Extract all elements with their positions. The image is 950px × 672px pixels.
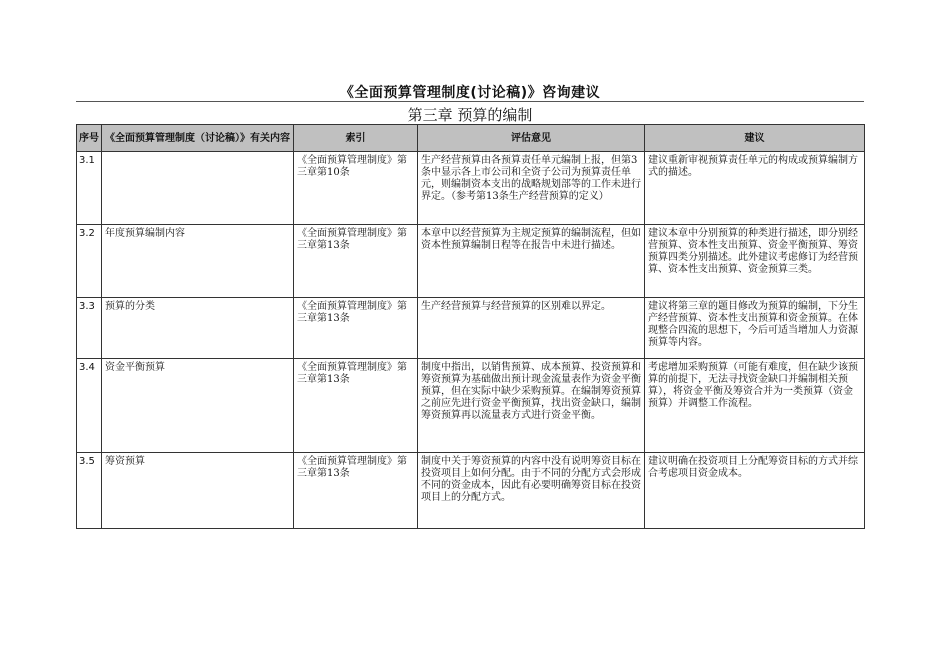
header-index: 索引 xyxy=(294,125,418,152)
table-row xyxy=(77,359,865,453)
row-suggestion: 建议明确在投资项目上分配筹资目标的方式并综合考虑项目资金成本。 xyxy=(645,453,865,529)
row-suggestion: 建议将第三章的题目修改为预算的编制，下分生产经营预算、资本性支出预算和资金预算。在体现整合四流的思想下，今后可适当增加人力资源预算等内容。 xyxy=(645,298,865,359)
row-suggestion: 建议本章中分别预算的种类进行描述，即分别经营预算、资本性支出预算、资金平衡预算、筹资预算四类分别描述。此外建议考虑修订为经营预算、资本性支出预算、资金预算三类。 xyxy=(645,225,865,298)
consulting-table xyxy=(76,124,865,529)
row-seq: 3.4 xyxy=(77,359,102,453)
row-assessment: 制度中关于筹资预算的内容中没有说明筹资目标在投资项目上如何分配。由于不同的分配方式会形成不同的资金成本，因此有必要明确筹资目标在投资项目上的分配方式。 xyxy=(418,453,645,529)
table-row xyxy=(77,298,865,359)
chapter-heading: 第三章 预算的编制 xyxy=(407,106,533,124)
table-row xyxy=(77,152,865,225)
document-title: 《全面预算管理制度(讨论稿)》咨询建议 xyxy=(339,85,601,101)
table-row xyxy=(77,225,865,298)
row-assessment: 生产经营预算与经营预算的区别难以界定。 xyxy=(418,298,645,359)
row-index: 《全面预算管理制度》第三章第13条 xyxy=(294,453,418,529)
row-seq: 3.5 xyxy=(77,453,102,529)
header-suggestion: 建议 xyxy=(645,125,865,152)
row-index: 《全面预算管理制度》第三章第13条 xyxy=(294,298,418,359)
row-assessment: 本章中以经营预算为主规定预算的编制流程，但如资本性预算编制日程等在报告中未进行描述。 xyxy=(418,225,645,298)
row-seq: 3.3 xyxy=(77,298,102,359)
row-content: 年度预算编制内容 xyxy=(102,225,294,298)
header-content: 《全面预算管理制度（讨论稿）》有关内容 xyxy=(102,125,294,152)
header-assessment: 评估意见 xyxy=(418,125,645,152)
row-index: 《全面预算管理制度》第三章第10条 xyxy=(294,152,418,225)
table-header-row xyxy=(77,125,865,152)
row-index: 《全面预算管理制度》第三章第13条 xyxy=(294,359,418,453)
row-assessment: 生产经营预算由各预算责任单元编制上报，但第3条中显示各上市公司和全资子公司为预算责任单元，则编制资本支出的战略规划部等的工作未进行界定。（参考第13条生产经营预算的定义） xyxy=(418,152,645,225)
row-content: 预算的分类 xyxy=(102,298,294,359)
title-divider xyxy=(76,101,864,102)
row-content xyxy=(102,152,294,225)
row-seq: 3.2 xyxy=(77,225,102,298)
row-content: 筹资预算 xyxy=(102,453,294,529)
row-seq: 3.1 xyxy=(77,152,102,225)
header-seq: 序号 xyxy=(77,125,102,152)
row-suggestion: 考虑增加采购预算（可能有难度，但在缺少该预算的前提下，无法寻找资金缺口并编制相关预算），将资金平衡及筹资合并为一类预算（资金预算）并调整工作流程。 xyxy=(645,359,865,453)
row-content: 资金平衡预算 xyxy=(102,359,294,453)
row-assessment: 制度中指出，以销售预算、成本预算、投资预算和筹资预算为基础做出预计现金流量表作为资金平衡预算，但在实际中缺少采购预算。在编制筹资预算之前应先进行资金平衡预算，找出资金缺口，编制筹资预算再以流量表方式进行资金平衡。 xyxy=(418,359,645,453)
row-suggestion: 建议重新审视预算责任单元的构成或预算编制方式的描述。 xyxy=(645,152,865,225)
table-row xyxy=(77,453,865,529)
row-index: 《全面预算管理制度》第三章第13条 xyxy=(294,225,418,298)
